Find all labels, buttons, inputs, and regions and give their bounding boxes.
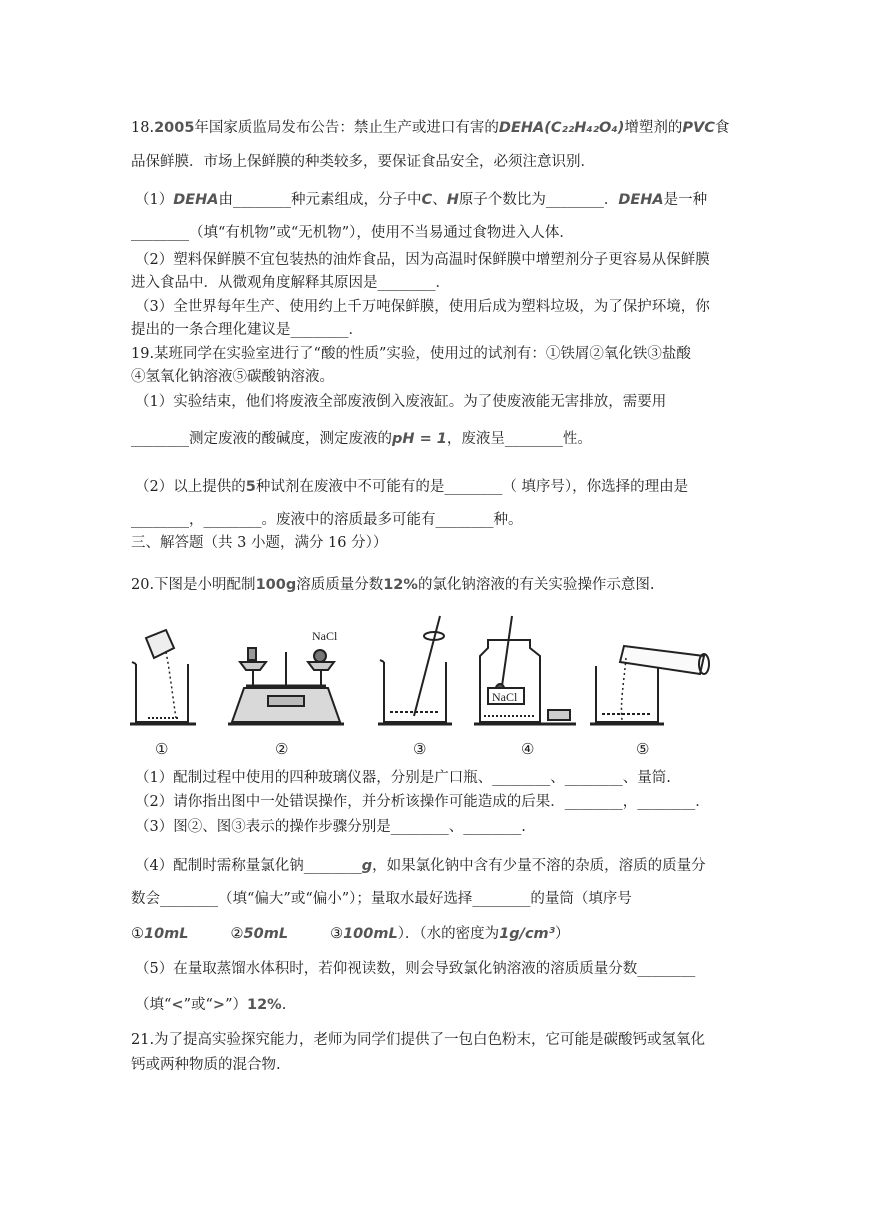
q18-line1: 18.2005年国家质监局发布公告：禁止生产或进口有害的DEHA(C₂₂H₄₂O₄)增塑剂的PVC食	[131, 120, 730, 136]
q19-line1: 19.某班同学在实验室进行了“酸的性质”实验，使用过的试剂有：①铁屑②氧化铁③盐酸	[131, 346, 691, 362]
nacl-label-bottle: NaCl	[492, 690, 518, 704]
q20-part1: （1）配制过程中使用的四种玻璃仪器，分别是广口瓶、________、________、量筒.	[135, 770, 671, 786]
balance-illustration	[228, 648, 344, 724]
q19-part1-line2: ________测定废液的酸碱度，测定废液的pH = 1，废液呈________性。	[131, 431, 592, 447]
figure-label-4: ④	[521, 740, 535, 758]
q20-line1: 20.下图是小明配制100g溶质质量分数12%的氯化钠溶液的有关实验操作示意图.	[131, 577, 655, 593]
nacl-label-balance: NaCl	[312, 629, 338, 643]
reagent-bottle-illustration	[474, 616, 576, 724]
figure-label-3: ③	[413, 740, 427, 758]
q19-line2: ④氢氧化钠溶液⑤碳酸钠溶液。	[131, 369, 334, 385]
q21-line2: 钙或两种物质的混合物.	[131, 1057, 281, 1073]
figure-label-2: ②	[275, 740, 289, 758]
q20-part4-line3: ①10mL ②50mL ③100mL）．（水的密度为1g/cm³）	[131, 926, 570, 942]
q19-part2-line2: ________，________。废液中的溶质最多可能有________种。	[131, 512, 523, 528]
q20-part4-line1: （4）配制时需称量氯化钠________g，如果氯化钠中含有少量不溶的杂质，溶质的质量分	[135, 858, 706, 874]
q20-part5-line2: （填“<”或“>”）12%.	[135, 997, 287, 1013]
q20-part5-line1: （5）在量取蒸馏水体积时，若仰视读数，则会导致氯化钠溶液的溶质质量分数________	[135, 961, 696, 977]
figure-label-1: ①	[155, 740, 169, 758]
q18-part1-line2: ________（填“有机物”或“无机物”），使用不当易通过食物进入人体．	[131, 225, 574, 241]
q20-part2: （2）请你指出图中一处错误操作，并分析该操作可能造成的后果．________，________．	[135, 794, 710, 810]
figure-label-5: ⑤	[636, 740, 650, 758]
q20-part4-line2: 数会________（填“偏大”或“偏小”）；量取水最好选择________的量筒（填序号	[131, 891, 632, 907]
q21-line1: 21.为了提高实验探究能力，老师为同学们提供了一包白色粉末，它可能是碳酸钙或氢氧化	[131, 1032, 706, 1048]
q18-part2-line1: （2）塑料保鲜膜不宜包装热的油炸食品，因为高温时保鲜膜中增塑剂分子更容易从保鲜膜	[135, 252, 710, 268]
cylinder-pouring-illustration	[590, 646, 709, 724]
q18-part1-line1: （1）DEHA由________种元素组成，分子中C、H原子个数比为________．DEHA是一种	[135, 192, 708, 208]
q18-part2-line2: 进入食品中．从微观角度解释其原因是________．	[131, 275, 450, 291]
section-3-heading: 三、解答题（共 3 小题，满分 16 分））	[131, 535, 388, 551]
beaker-pouring-illustration	[130, 630, 196, 724]
q20-part3: （3）图②、图③表示的操作步骤分别是________、________.	[135, 819, 526, 835]
q19-part2-line1: （2）以上提供的5种试剂在废液中不可能有的是________（ 填序号），你选择的理由是	[135, 479, 689, 495]
q18-part3-line2: 提出的一条合理化建议是________．	[131, 322, 363, 338]
q19-part1-line1: （1）实验结束，他们将废液全部废液倒入废液缸。为了使废液能无害排放，需要用	[135, 394, 667, 410]
q18-part3-line1: （3）全世界每年生产、使用约上千万吨保鲜膜，使用后成为塑料垃圾，为了保护环境，你	[135, 299, 710, 315]
beaker-stirring-illustration	[378, 616, 452, 724]
q18-line2: 品保鲜膜．市场上保鲜膜的种类较多，要保证食品安全，必须注意识别．	[131, 154, 595, 170]
